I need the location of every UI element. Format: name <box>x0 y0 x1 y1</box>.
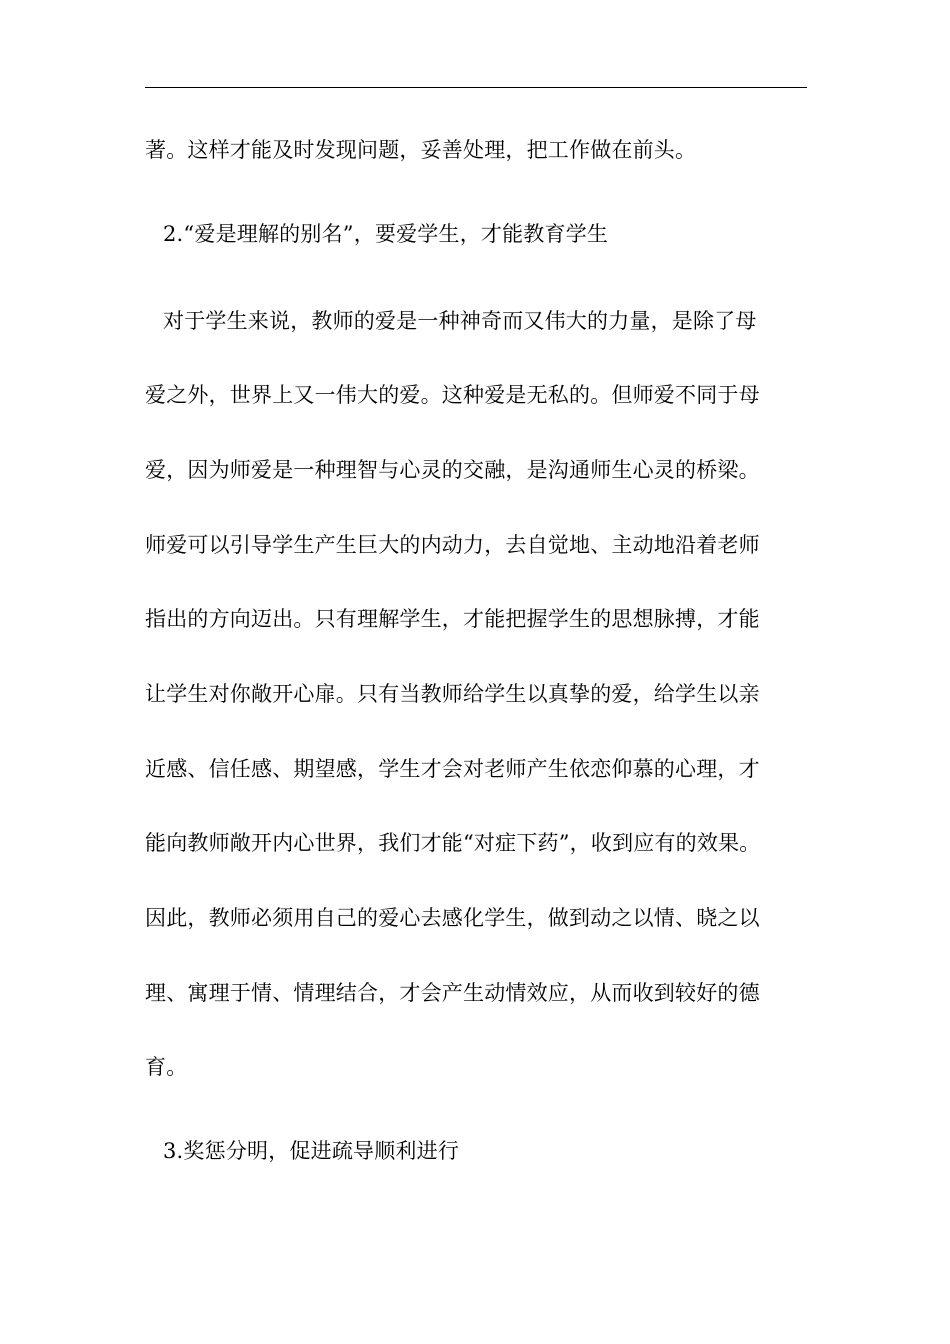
body-text-line: 著。这样才能及时发现问题，妥善处理，把工作做在前头。 <box>145 138 697 162</box>
body-text-line: 指出的方向迈出。只有理解学生，才能把握学生的思想脉搏，才能 <box>145 607 760 631</box>
section-heading: 2.“爱是理解的别名”，要爱学生，才能教育学生 <box>163 222 609 246</box>
section-heading: 3.奖惩分明，促进疏导顺利进行 <box>163 1139 460 1163</box>
body-text-line: 育。 <box>145 1055 188 1079</box>
body-text-line: 能向教师敞开内心世界，我们才能“对症下药”，收到应有的效果。 <box>145 831 761 855</box>
body-text-line: 因此，教师必须用自己的爱心去感化学生，做到动之以情、晓之以 <box>145 906 760 930</box>
body-text-line: 师爱可以引导学生产生巨大的内动力，去自觉地、主动地沿着老师 <box>145 533 760 557</box>
body-text-line: 让学生对你敞开心扉。只有当教师给学生以真挚的爱，给学生以亲 <box>145 682 760 706</box>
body-text-line: 爱，因为师爱是一种理智与心灵的交融，是沟通师生心灵的桥梁。 <box>145 458 760 482</box>
body-text-line: 爱之外，世界上又一伟大的爱。这种爱是无私的。但师爱不同于母 <box>145 383 760 407</box>
body-text-line: 近感、信任感、期望感，学生才会对老师产生依恋仰慕的心理，才 <box>145 757 760 781</box>
body-text-line: 理、寓理于情、情理结合，才会产生动情效应，从而收到较好的德 <box>145 981 760 1005</box>
header-rule <box>145 87 807 88</box>
body-text-line: 对于学生来说，教师的爱是一种神奇而又伟大的力量，是除了母 <box>163 309 757 333</box>
